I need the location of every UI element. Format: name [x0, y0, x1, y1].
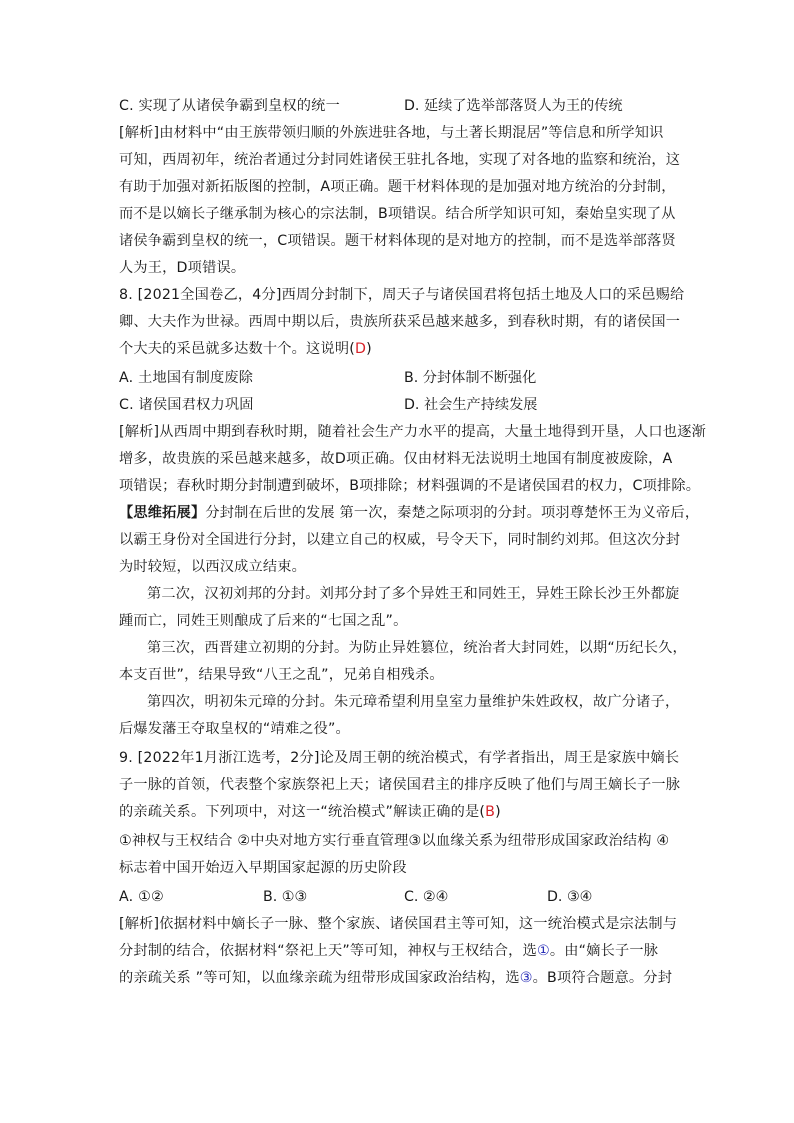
q8-stem-text: 个大夫的采邑就多达数十个。这说明(: [119, 341, 355, 357]
q8-option-d: D. 社会生产持续发展: [404, 397, 538, 413]
q9-analysis-text: 。由“嫡长子一脉: [549, 943, 659, 959]
q7-analysis-line: 可知，西周初年，统治者通过分封同姓诸侯王驻扎各地，实现了对各地的监察和统治，这: [119, 152, 681, 168]
expansion-text: 分封制在后世的发展 第一次，秦楚之际项羽的分封。项羽尊楚怀王为义帝后，: [205, 505, 700, 521]
q9-stem-line: 9. [2022年1月浙江选考，2分]论及周王朝的统治模式，有学者指出，周王是家族中嫡长: [119, 750, 680, 766]
expansion-line: 第二次，汉初刘邦的分封。刘邦分封了多个异姓王和同姓王，异姓王除长沙王外都旋: [147, 586, 680, 602]
expansion-line: 本支百世”，结果导致“八王之乱”，兄弟自相残杀。: [119, 667, 444, 683]
q9-analysis-line: [119, 942, 658, 960]
q9-analysis-text: 分封制的结合，依据材料“祭祀上天”等可知，神权与王权结合，选: [119, 943, 537, 959]
q9-items-line: 标志着中国开始迈入早期国家起源的历史阶段: [119, 860, 407, 876]
expansion-line: [119, 504, 699, 522]
q8-analysis-line: [解析]从西周中期到春秋时期，随着社会生产力水平的提高，大量土地得到开垦，人口也逐渐: [119, 424, 706, 440]
expansion-line: 踵而亡，同姓王则酿成了后来的“七国之乱”。: [119, 613, 408, 629]
q9-option-c: C. ②④: [404, 889, 449, 905]
q7-option-c: C. 实现了从诸侯争霸到皇权的统一: [119, 98, 340, 114]
q9-option-d: D. ③④: [547, 889, 593, 905]
q8-option-a: A. 土地国有制度废除: [119, 370, 254, 386]
q8-stem-close: ): [366, 341, 372, 357]
expansion-tag: 【思维拓展】: [119, 505, 206, 521]
q9-option-a: A. ①②: [119, 889, 164, 905]
expansion-line: 后爆发藩王夺取皇权的“靖难之役”。: [119, 721, 350, 737]
q9-option-b: B. ①③: [263, 889, 308, 905]
q9-stem-line: [119, 803, 501, 821]
q9-analysis-line: [解析]依据材料中嫡长子一脉、整个家族、诸侯国君主等可知，这一统治模式是宗法制与: [119, 916, 678, 932]
q8-analysis-line: 项错误；春秋时期分封制遭到破坏，B项排除；材料强调的不是诸侯国君的权力，C项排除。: [119, 478, 701, 494]
q7-analysis-line: 而不是以嫡长子继承制为核心的宗法制，B项错误。结合所学知识可知，秦始皇实现了从: [119, 206, 676, 222]
q9-stem-line: 子一脉的首领，代表整个家族祭祀上天；诸侯国君主的排序反映了他们与周王嫡长子一脉: [119, 777, 681, 793]
expansion-line: 以霸王身份对全国进行分封，以建立自己的权威，号令天下，同时制约刘邦。但这次分封: [119, 532, 681, 548]
q7-option-d: D. 延续了选举部落贤人为王的传统: [404, 98, 623, 114]
q9-items-line: ①神权与王权结合 ②中央对地方实行垂直管理③以血缘关系为纽带形成国家政治结构 ④: [119, 833, 670, 849]
expansion-line: 第四次，明初朱元璋的分封。朱元璋希望利用皇室力量维护朱姓政权，故广分诸子，: [147, 694, 680, 710]
expansion-line: 第三次，西晋建立初期的分封。为防止异姓篡位，统治者大封同姓，以期“历纪长久，: [147, 640, 687, 656]
q7-analysis-line: 诸侯争霸到皇权的统一，C项错误。题干材料体现的是对地方的控制，而不是选举部落贤: [119, 233, 676, 249]
q8-analysis-line: 增多，故贵族的采邑越来越多，故D项正确。仅由材料无法说明土地国有制度被废除，A: [119, 451, 673, 467]
q9-analysis-choice: ③: [519, 970, 533, 986]
q9-analysis-line: [119, 969, 672, 987]
q7-analysis-line: 有助于加强对新拓版图的控制，A项正确。题干材料体现的是加强对地方统治的分封制，: [119, 179, 676, 195]
q9-stem-close: ): [495, 804, 501, 820]
q9-answer: B: [485, 804, 496, 820]
q7-analysis-line: [解析]由材料中“由王族带领归顺的外族进驻各地，与土著长期混居”等信息和所学知识: [119, 125, 664, 141]
q9-analysis-text: 的亲疏关系 ”等可知，以血缘亲疏为纽带形成国家政治结构，选: [119, 970, 520, 986]
q9-analysis-text: 。B项符合题意。分封: [532, 970, 673, 986]
q8-stem-line: 卿、大夫作为世禄。西周中期以后，贵族所获采邑越来越多，到春秋时期，有的诸侯国一: [119, 314, 681, 330]
q9-stem-text: 的亲疏关系。下列项中，对这一“统治模式”解读正确的是(: [119, 804, 486, 820]
q8-answer: D: [354, 341, 367, 357]
expansion-line: 为时较短，以西汉成立结束。: [119, 559, 307, 575]
q9-analysis-choice: ①: [536, 943, 550, 959]
q8-option-c: C. 诸侯国君权力巩固: [119, 397, 254, 413]
q7-analysis-line: 人为王，D项错误。: [119, 260, 246, 276]
q8-stem-line: 8. [2021全国卷乙，4分]西周分封制下，周天子与诸侯国君将包括土地及人口的采邑赐给: [119, 287, 685, 303]
q8-option-b: B. 分封体制不断强化: [404, 370, 537, 386]
q8-stem-line: [119, 340, 372, 358]
